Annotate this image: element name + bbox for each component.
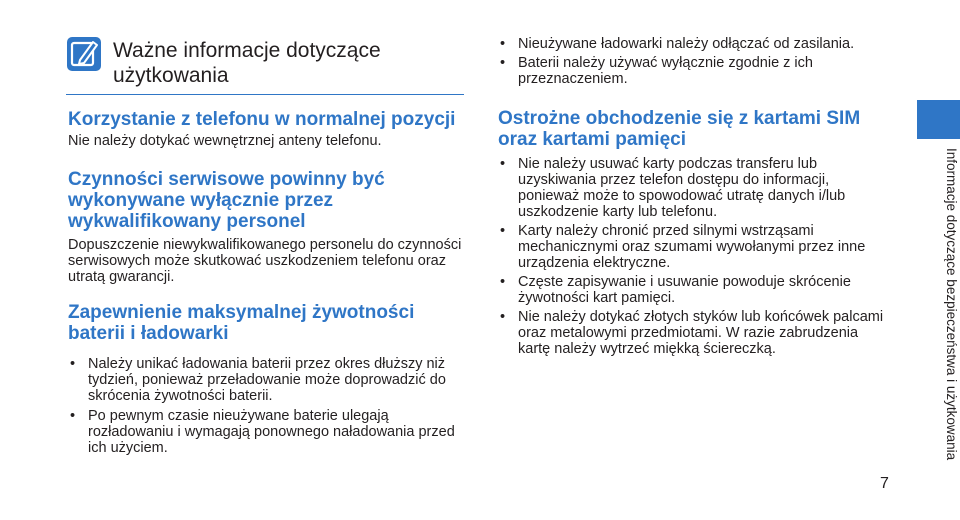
list-item: • Częste zapisywanie i usuwanie powoduje skrócenie żywotności kart pamięci.	[498, 274, 894, 306]
list-item: • Po pewnym czasie nieużywane baterie ulegają rozładowaniu i wymagają ponownego naładowania przed ich użyciem.	[68, 408, 464, 456]
chapter-side-label: Informacje dotyczące bezpieczeństwa i użytkowania	[944, 148, 959, 461]
list-item: • Karty należy chronić przed silnymi wstrząsami mechanicznymi oraz szumami wywołanymi przez inne urządzenia elektryczne.	[498, 223, 894, 271]
section-heading: Czynności serwisowe powinny być wykonywane wyłącznie przez wykwalifikowany personel	[68, 169, 385, 232]
section-normal-position	[68, 109, 464, 149]
page-title: Ważne informacje dotyczące użytkowania	[113, 39, 381, 87]
list-item: • Nieużywane ładowarki należy odłączać od zasilania.	[498, 36, 894, 52]
bullet-list	[498, 156, 894, 357]
page-number: 7	[880, 475, 889, 492]
list-item: • Nie należy dotykać złotych styków lub końcówek palcami oraz metalowymi przedmiotami. W razie zabrudzenia kartę należy wytrzeć miękką ściereczką.	[498, 309, 894, 357]
section-body: Nie należy dotykać wewnętrznej anteny telefonu.	[68, 133, 382, 149]
section-sim-cards	[498, 108, 894, 357]
left-column	[68, 109, 464, 456]
list-item: • Należy unikać ładowania baterii przez okres dłuższy niż tydzień, ponieważ przeładowanie może doprowadzić do skrócenia żywotności baterii.	[68, 356, 464, 404]
note-pencil-icon	[66, 36, 102, 72]
chapter-tab	[917, 100, 960, 139]
section-battery-life	[68, 302, 464, 456]
right-column	[498, 36, 894, 357]
title-divider	[66, 94, 464, 95]
section-heading: Zapewnienie maksymalnej żywotności baterii i ładowarki	[68, 302, 415, 344]
list-item: • Nie należy usuwać karty podczas transferu lub uzyskiwania przez telefon dostępu do informacji, ponieważ może to spowodować utratę danych i/lub uszkodzenie karty lub telefonu.	[498, 156, 894, 220]
section-body: Dopuszczenie niewykwalifikowanego personelu do czynności serwisowych może skutkować uszkodzeniem telefonu oraz utratą gwarancji.	[68, 237, 462, 285]
bullet-list	[498, 36, 894, 87]
section-qualified-service	[68, 169, 464, 285]
section-heading: Korzystanie z telefonu w normalnej pozycji	[68, 109, 456, 130]
bullet-list	[68, 356, 464, 456]
list-item: • Baterii należy używać wyłącznie zgodnie z ich przeznaczeniem.	[498, 55, 894, 87]
section-heading: Ostrożne obchodzenie się z kartami SIM oraz kartami pamięci	[498, 108, 861, 150]
